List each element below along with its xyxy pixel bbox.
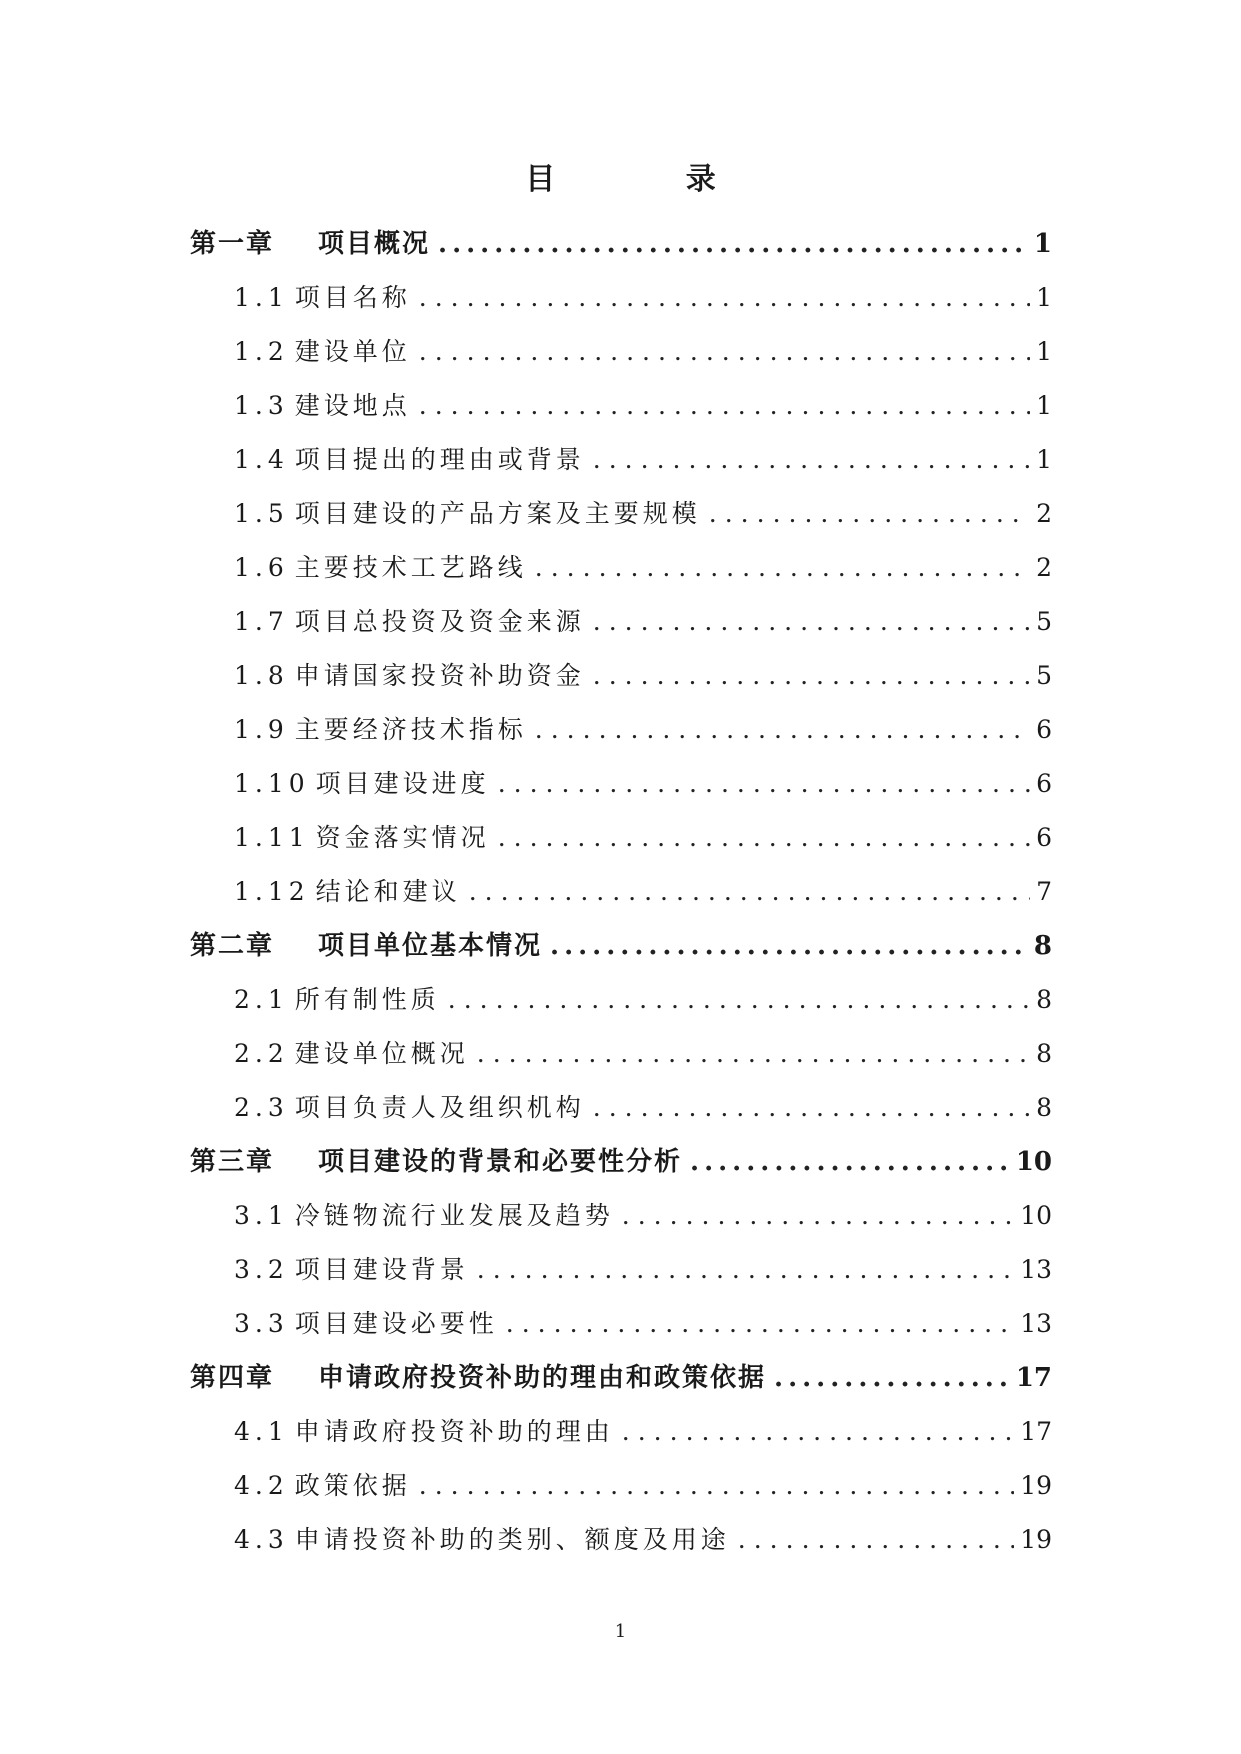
toc-entry-number: 1.7 — [234, 607, 289, 636]
toc-dot-leader — [709, 487, 1030, 541]
toc-entry-page: 10 — [1020, 1201, 1052, 1230]
toc-dot-leader — [622, 1405, 1014, 1459]
toc-dot-leader — [774, 1351, 1010, 1405]
toc-entry-number: 第一章 — [190, 229, 275, 259]
toc-dot-leader — [469, 865, 1030, 919]
toc-entry-page: 13 — [1020, 1309, 1052, 1338]
toc-entry-label: 项目单位基本情况 — [318, 931, 543, 961]
toc-entry-number: 1.2 — [234, 337, 289, 366]
toc-entry-number: 4.2 — [234, 1471, 289, 1500]
toc-entry-label: 项目提出的理由或背景 — [294, 445, 585, 474]
toc-dot-leader — [419, 1459, 1014, 1513]
toc-entry-number: 3.3 — [234, 1309, 289, 1338]
toc-entry-label: 冷链物流行业发展及趋势 — [294, 1201, 614, 1230]
toc-entry-number: 1.8 — [234, 661, 289, 690]
toc-dot-leader — [477, 1027, 1030, 1081]
toc-dot-leader — [690, 1135, 1010, 1189]
toc-entry-page: 1 — [1036, 337, 1052, 366]
toc-entry-label: 项目总投资及资金来源 — [294, 607, 585, 636]
toc-entry-label: 项目建设进度 — [315, 769, 490, 798]
toc-entry-number: 2.2 — [234, 1039, 289, 1068]
toc-entry-number: 1.3 — [234, 391, 289, 420]
toc-dot-leader — [593, 433, 1030, 487]
toc-entry-number: 2.3 — [234, 1093, 289, 1122]
toc-entry-page: 1 — [1036, 445, 1052, 474]
toc-entry-label: 项目负责人及组织机构 — [294, 1093, 585, 1122]
toc-entry-number: 2.1 — [234, 985, 289, 1014]
toc-section-entry[interactable] — [190, 865, 1052, 919]
toc-section-entry[interactable] — [190, 703, 1052, 757]
toc-entry-number: 1.12 — [234, 877, 310, 906]
toc-entry-number: 4.3 — [234, 1525, 289, 1554]
toc-entry-number: 1.10 — [234, 769, 310, 798]
toc-entry-page: 8 — [1036, 1093, 1052, 1122]
toc-entry-page: 6 — [1036, 715, 1052, 744]
toc-entry-number: 1.6 — [234, 553, 289, 582]
toc-entry-label: 建设单位 — [294, 337, 411, 366]
toc-entry-label: 项目名称 — [294, 283, 411, 312]
toc-dot-leader — [506, 1297, 1014, 1351]
toc-dot-leader — [448, 973, 1030, 1027]
toc-entry-number: 1.1 — [234, 283, 289, 312]
toc-entry-number: 1.4 — [234, 445, 289, 474]
toc-section-entry[interactable] — [190, 1513, 1052, 1567]
toc-entry-page: 8 — [1036, 1039, 1052, 1068]
toc-entry-number: 1.9 — [234, 715, 289, 744]
toc-entry-page: 17 — [1020, 1417, 1052, 1446]
toc-entry-label: 结论和建议 — [315, 877, 461, 906]
toc-section-entry[interactable] — [190, 1243, 1052, 1297]
toc-entry-page: 6 — [1036, 769, 1052, 798]
toc-dot-leader — [419, 379, 1030, 433]
toc-entry-label: 申请政府投资补助的理由和政策依据 — [318, 1363, 767, 1393]
toc-dot-leader — [593, 595, 1030, 649]
toc-entry-number: 第三章 — [190, 1147, 275, 1177]
toc-entry-label: 主要经济技术指标 — [294, 715, 527, 744]
toc-dot-leader — [622, 1189, 1014, 1243]
toc-entry-page: 19 — [1020, 1525, 1052, 1554]
toc-entry-number: 3.2 — [234, 1255, 289, 1284]
toc-entry-page: 1 — [1036, 391, 1052, 420]
toc-dot-leader — [535, 703, 1030, 757]
toc-entry-page: 13 — [1020, 1255, 1052, 1284]
toc-entry-page: 5 — [1036, 607, 1052, 636]
toc-dot-leader — [498, 757, 1030, 811]
toc-entry-label: 项目概况 — [318, 229, 431, 259]
toc-entry-number: 1.11 — [234, 823, 310, 852]
toc-section-entry[interactable] — [190, 487, 1052, 541]
toc-entry-label: 申请政府投资补助的理由 — [294, 1417, 614, 1446]
toc-entry-label: 主要技术工艺路线 — [294, 553, 527, 582]
toc-section-entry[interactable] — [190, 1081, 1052, 1135]
toc-dot-leader — [593, 649, 1030, 703]
toc-section-entry[interactable] — [190, 1405, 1052, 1459]
toc-section-entry[interactable] — [190, 649, 1052, 703]
toc-entry-number: 3.1 — [234, 1201, 289, 1230]
toc-section-entry[interactable] — [190, 595, 1052, 649]
table-of-contents — [190, 217, 1052, 1567]
page-title: 目 录 — [525, 162, 776, 197]
toc-dot-leader — [498, 811, 1030, 865]
toc-entry-label: 项目建设必要性 — [294, 1309, 498, 1338]
toc-dot-leader — [419, 325, 1030, 379]
toc-entry-page: 1 — [1036, 283, 1052, 312]
toc-section-entry[interactable] — [190, 379, 1052, 433]
toc-entry-number: 4.1 — [234, 1417, 289, 1446]
toc-entry-label: 项目建设背景 — [294, 1255, 469, 1284]
toc-entry-page: 2 — [1036, 499, 1052, 528]
toc-entry-label: 项目建设的产品方案及主要规模 — [294, 499, 701, 528]
toc-section-entry[interactable] — [190, 271, 1052, 325]
toc-section-entry[interactable] — [190, 541, 1052, 595]
toc-section-entry[interactable] — [190, 1027, 1052, 1081]
toc-section-entry[interactable] — [190, 433, 1052, 487]
toc-dot-leader — [535, 541, 1030, 595]
toc-entry-page: 2 — [1036, 553, 1052, 582]
toc-entry-label: 项目建设的背景和必要性分析 — [318, 1147, 683, 1177]
toc-dot-leader — [593, 1081, 1030, 1135]
toc-entry-label: 申请国家投资补助资金 — [294, 661, 585, 690]
toc-entry-label: 建设单位概况 — [294, 1039, 469, 1068]
toc-section-entry[interactable] — [190, 1189, 1052, 1243]
toc-entry-page: 6 — [1036, 823, 1052, 852]
toc-entry-label: 申请投资补助的类别、额度及用途 — [294, 1525, 730, 1554]
page-number: 1 — [614, 1621, 627, 1642]
toc-entry-page: 17 — [1015, 1363, 1052, 1393]
toc-dot-leader — [550, 919, 1028, 973]
toc-section-entry[interactable] — [190, 973, 1052, 1027]
toc-chapter-entry[interactable] — [190, 1135, 1052, 1189]
toc-chapter-entry[interactable] — [190, 1351, 1052, 1405]
toc-entry-label: 政策依据 — [294, 1471, 411, 1500]
toc-entry-number: 第二章 — [190, 931, 275, 961]
toc-dot-leader — [419, 271, 1030, 325]
toc-section-entry[interactable] — [190, 325, 1052, 379]
toc-section-entry[interactable] — [190, 757, 1052, 811]
toc-entry-page: 19 — [1020, 1471, 1052, 1500]
toc-entry-label: 资金落实情况 — [315, 823, 490, 852]
toc-entry-page: 1 — [1033, 229, 1052, 259]
toc-dot-leader — [738, 1513, 1014, 1567]
toc-section-entry[interactable] — [190, 811, 1052, 865]
toc-dot-leader — [477, 1243, 1014, 1297]
toc-entry-page: 8 — [1033, 931, 1052, 961]
toc-section-entry[interactable] — [190, 1297, 1052, 1351]
toc-dot-leader — [438, 217, 1028, 271]
toc-entry-page: 5 — [1036, 661, 1052, 690]
toc-entry-label: 所有制性质 — [294, 985, 440, 1014]
toc-entry-page: 10 — [1015, 1147, 1052, 1177]
toc-entry-page: 7 — [1036, 877, 1052, 906]
toc-entry-number: 第四章 — [190, 1363, 275, 1393]
toc-chapter-entry[interactable] — [190, 919, 1052, 973]
toc-section-entry[interactable] — [190, 1459, 1052, 1513]
toc-entry-number: 1.5 — [234, 499, 289, 528]
toc-entry-page: 8 — [1036, 985, 1052, 1014]
toc-entry-label: 建设地点 — [294, 391, 411, 420]
toc-chapter-entry[interactable] — [190, 217, 1052, 271]
